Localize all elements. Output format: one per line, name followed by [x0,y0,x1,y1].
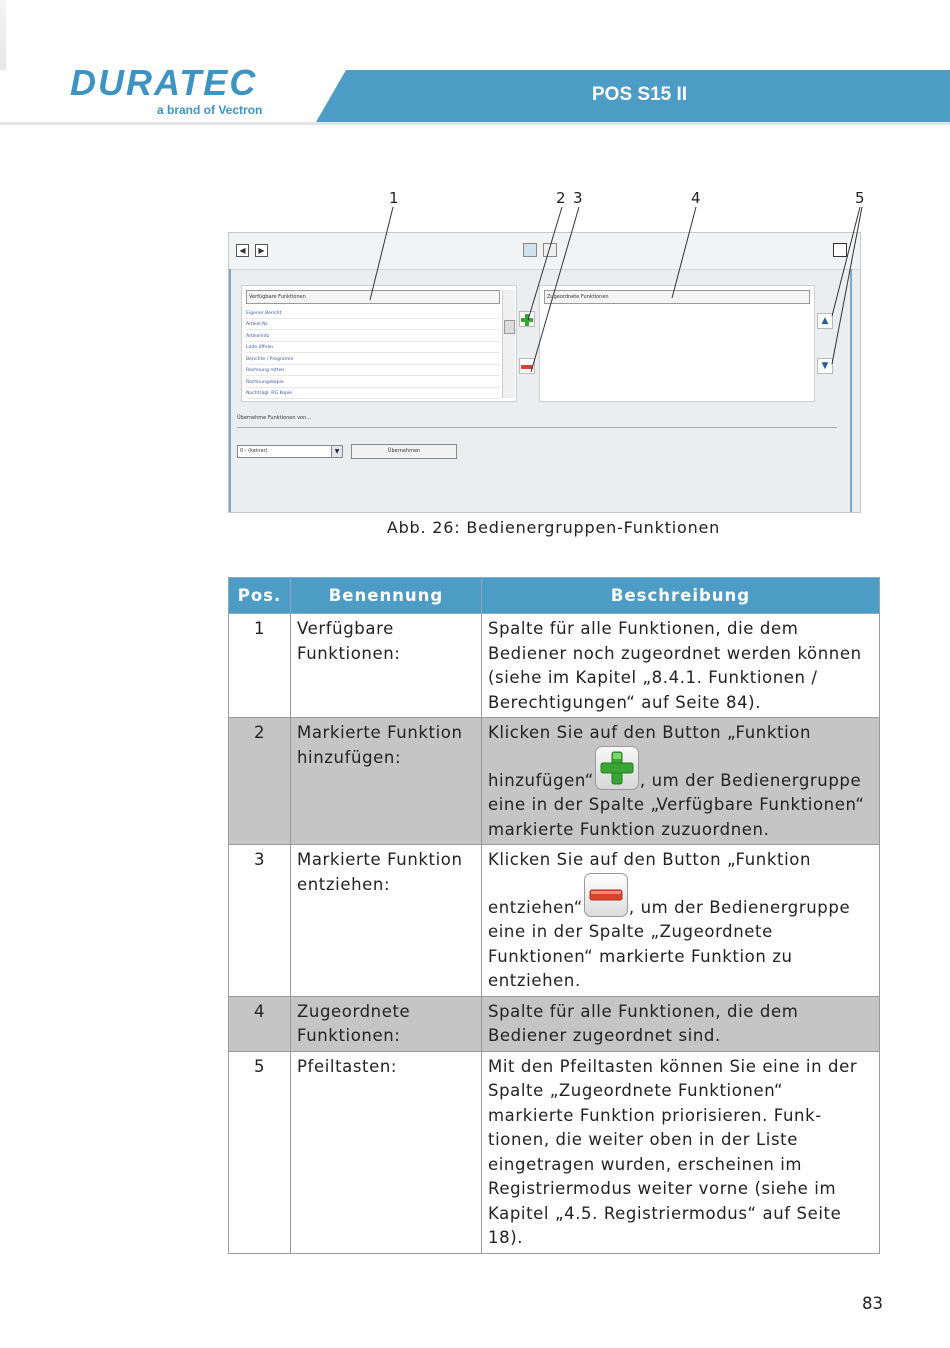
column-header-name: Benennung [291,578,482,614]
row-name: Markierte Funktion hinzufügen: [291,718,482,845]
list-item[interactable]: Artikel Nr. [246,320,500,330]
description-text: Klicken Sie auf den Button „Funktion entziehen“ [488,850,812,917]
row-pos: 1 [229,614,291,718]
figure-caption: Abb. 26: Bedienergruppen-Funktionen [386,518,721,537]
apply-button[interactable]: Übernehmen [351,444,457,459]
row-pos: 4 [229,996,291,1051]
plus-icon [595,746,639,790]
table-row [229,614,880,718]
forward-icon[interactable]: ▶ [255,244,268,257]
row-name: Zugeordnete Funktionen: [291,996,482,1051]
row-description: Spalte für alle Funktionen, die dem Bediener noch zugeordnet werden können (siehe im Kapitel „8.4.1. Funktionen / Berechtigungen“ auf Seite 84). [482,614,880,718]
back-icon[interactable]: ◀ [236,244,249,257]
row-pos: 2 [229,718,291,845]
list-item[interactable]: Rechnung retten [246,366,500,376]
row-pos: 3 [229,845,291,997]
table-row [229,718,880,845]
callout-4: 4 [691,189,701,207]
brand-logo: DURATEC [70,62,258,103]
column-header-pos: Pos. [229,578,291,614]
list-item[interactable]: Nachträgl. RG Kopie [246,389,500,399]
product-title: POS S15 II [592,84,688,105]
table-row [229,845,880,997]
description-text: Klicken Sie auf den Button „Funktion hinzufügen“ [488,723,812,790]
list-item[interactable]: Rechnungskopie [246,378,500,388]
row-description: Spalte für alle Funktionen, die dem Bediener zugeordnet sind. [482,996,880,1051]
row-pos: 5 [229,1051,291,1253]
copy-from-label: Übernehme Funktionen von... [237,415,312,421]
row-description [482,845,880,997]
page-number: 83 [862,1294,883,1313]
table-row [229,996,880,1051]
table-row [229,1051,880,1253]
list-item[interactable]: Artikelinfo [246,332,500,342]
callout-3: 3 [573,189,583,207]
callout-2: 2 [556,189,566,207]
list-item[interactable]: Eigener Bericht [246,309,500,319]
row-description: Mit den Pfeiltasten können Sie eine in der Spalte „Zugeordnete Funktionen“ markierte Funktion priorisieren. Funktionen, die weiter oben in der Liste eingetragen wurden, erscheinen im Registriermodus weiter vorne (siehe im Kapitel „4.5. Registriermodus“ auf Seite 18). [482,1051,880,1253]
list-item[interactable]: Berichte / Programm [246,355,500,365]
description-text: , um der Bedienergruppe eine in der Spalte „Zugeordnete Funktionen“ markierte Funktion zu entziehen. [488,897,851,990]
minus-icon [584,873,628,917]
function-table [228,577,880,1254]
row-name: Markierte Funktion entziehen: [291,845,482,997]
brand-tagline: a brand of Vectron [157,103,263,117]
available-functions-header: Verfügbare Funktionen [246,290,500,304]
callout-5: 5 [855,189,865,207]
arrow-down-icon: ▼ [821,361,829,371]
assigned-functions-header: Zugeordnete Funktionen [544,290,810,304]
copy-from-select-value: 0 - (keiner) [240,448,268,454]
chevron-down-icon[interactable]: ▼ [331,446,342,457]
row-name: Verfügbare Funktionen: [291,614,482,718]
description-text: , um der Bedienergruppe eine in der Spalte „Verfügbare Funktionen“ markierte Funktion zuzuordnen. [488,770,865,839]
table-header-row [229,578,880,614]
column-header-description: Beschreibung [482,578,880,614]
row-name: Pfeiltasten: [291,1051,482,1253]
list-item[interactable]: Lade öffnen [246,343,500,353]
callout-leader-lines [0,0,950,520]
row-description [482,718,880,845]
arrow-up-icon: ▲ [821,316,829,326]
callout-1: 1 [389,189,399,207]
